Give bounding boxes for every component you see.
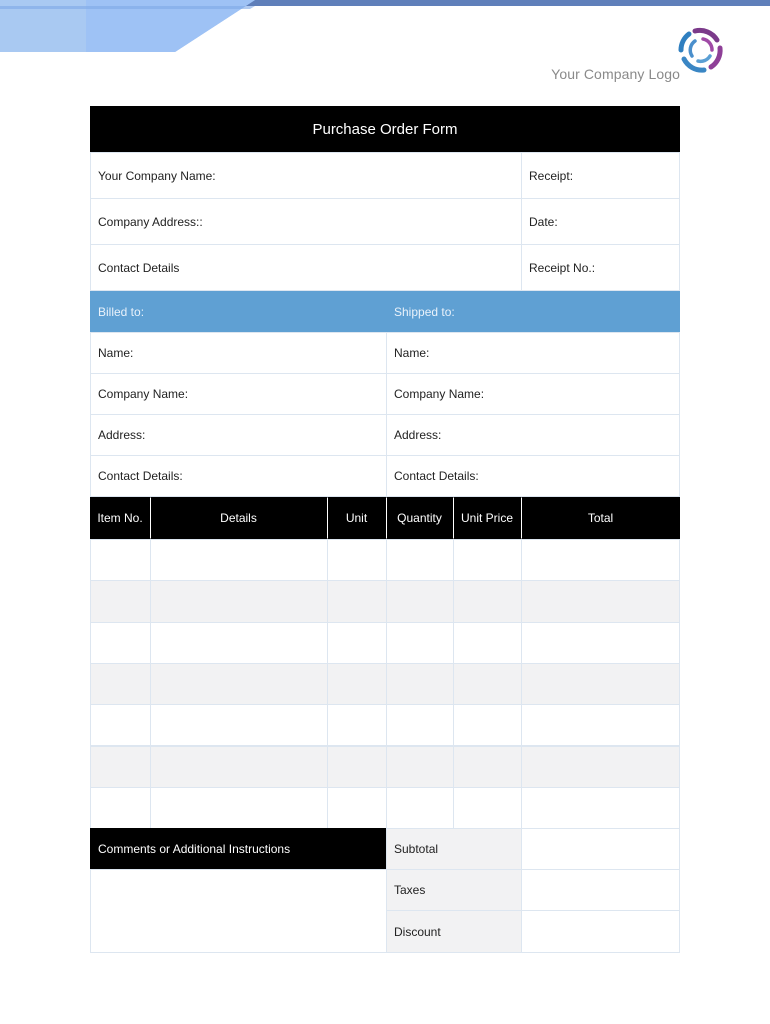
item-cell-item-no[interactable]	[90, 787, 151, 829]
billed-contact-field[interactable]: Contact Details:	[90, 455, 387, 497]
item-cell-quantity[interactable]	[386, 746, 454, 788]
swirl-logo-icon	[676, 24, 726, 76]
form-title: Purchase Order Form	[90, 106, 680, 152]
item-cell-details[interactable]	[150, 787, 328, 829]
item-cell-quantity[interactable]	[386, 704, 454, 746]
item-cell-unit-price[interactable]	[453, 787, 522, 829]
date-field[interactable]: Date:	[521, 198, 680, 245]
item-cell-item-no[interactable]	[90, 704, 151, 746]
item-cell-total[interactable]	[521, 746, 680, 788]
item-cell-total[interactable]	[521, 539, 680, 581]
billed-address-field[interactable]: Address:	[90, 414, 387, 456]
item-cell-details[interactable]	[150, 704, 328, 746]
company-name-field[interactable]: Your Company Name:	[90, 152, 522, 199]
col-unit-price: Unit Price	[453, 497, 521, 539]
item-cell-item-no[interactable]	[90, 622, 151, 664]
col-quantity: Quantity	[386, 497, 453, 539]
item-cell-unit-price[interactable]	[453, 580, 522, 622]
shipped-name-field[interactable]: Name:	[386, 332, 680, 374]
item-cell-item-no[interactable]	[90, 539, 151, 581]
billed-name-field[interactable]: Name:	[90, 332, 387, 374]
item-cell-unit[interactable]	[327, 663, 387, 705]
item-cell-total[interactable]	[521, 663, 680, 705]
item-cell-unit[interactable]	[327, 622, 387, 664]
contact-details-field[interactable]: Contact Details	[90, 244, 522, 291]
header-banner-graphic	[0, 0, 270, 56]
taxes-label: Taxes	[386, 869, 522, 911]
item-cell-unit[interactable]	[327, 704, 387, 746]
item-cell-quantity[interactable]	[386, 622, 454, 664]
shipped-company-field[interactable]: Company Name:	[386, 373, 680, 415]
item-cell-unit[interactable]	[327, 580, 387, 622]
item-cell-unit-price[interactable]	[453, 746, 522, 788]
item-cell-unit-price[interactable]	[453, 704, 522, 746]
billed-to-header: Billed to:	[90, 291, 386, 332]
item-cell-unit-price[interactable]	[453, 539, 522, 581]
item-cell-total[interactable]	[521, 787, 680, 829]
subtotal-value[interactable]	[521, 828, 680, 870]
item-cell-details[interactable]	[150, 580, 328, 622]
taxes-value[interactable]	[521, 869, 680, 911]
item-cell-quantity[interactable]	[386, 787, 454, 829]
item-cell-total[interactable]	[521, 622, 680, 664]
shipped-contact-field[interactable]: Contact Details:	[386, 455, 680, 497]
discount-label: Discount	[386, 910, 522, 953]
shipped-address-field[interactable]: Address:	[386, 414, 680, 456]
subtotal-label: Subtotal	[386, 828, 522, 870]
item-cell-details[interactable]	[150, 663, 328, 705]
item-cell-item-no[interactable]	[90, 746, 151, 788]
billed-company-field[interactable]: Company Name:	[90, 373, 387, 415]
receipt-field[interactable]: Receipt:	[521, 152, 680, 199]
discount-value[interactable]	[521, 910, 680, 953]
comments-textarea[interactable]	[90, 869, 387, 953]
item-cell-item-no[interactable]	[90, 580, 151, 622]
item-cell-unit-price[interactable]	[453, 663, 522, 705]
item-cell-quantity[interactable]	[386, 663, 454, 705]
item-cell-unit[interactable]	[327, 746, 387, 788]
col-total: Total	[521, 497, 680, 539]
item-cell-unit[interactable]	[327, 539, 387, 581]
item-cell-total[interactable]	[521, 580, 680, 622]
col-item-no: Item No.	[90, 497, 150, 539]
item-cell-details[interactable]	[150, 622, 328, 664]
item-cell-quantity[interactable]	[386, 580, 454, 622]
company-address-field[interactable]: Company Address::	[90, 198, 522, 245]
shipped-to-header: Shipped to:	[386, 291, 680, 332]
item-cell-details[interactable]	[150, 746, 328, 788]
item-cell-quantity[interactable]	[386, 539, 454, 581]
item-cell-unit-price[interactable]	[453, 622, 522, 664]
receipt-no-field[interactable]: Receipt No.:	[521, 244, 680, 291]
item-cell-total[interactable]	[521, 704, 680, 746]
comments-header: Comments or Additional Instructions	[90, 828, 386, 870]
company-logo-text: Your Company Logo	[551, 66, 680, 82]
item-cell-item-no[interactable]	[90, 663, 151, 705]
item-cell-details[interactable]	[150, 539, 328, 581]
col-details: Details	[150, 497, 327, 539]
col-unit: Unit	[327, 497, 386, 539]
item-cell-unit[interactable]	[327, 787, 387, 829]
